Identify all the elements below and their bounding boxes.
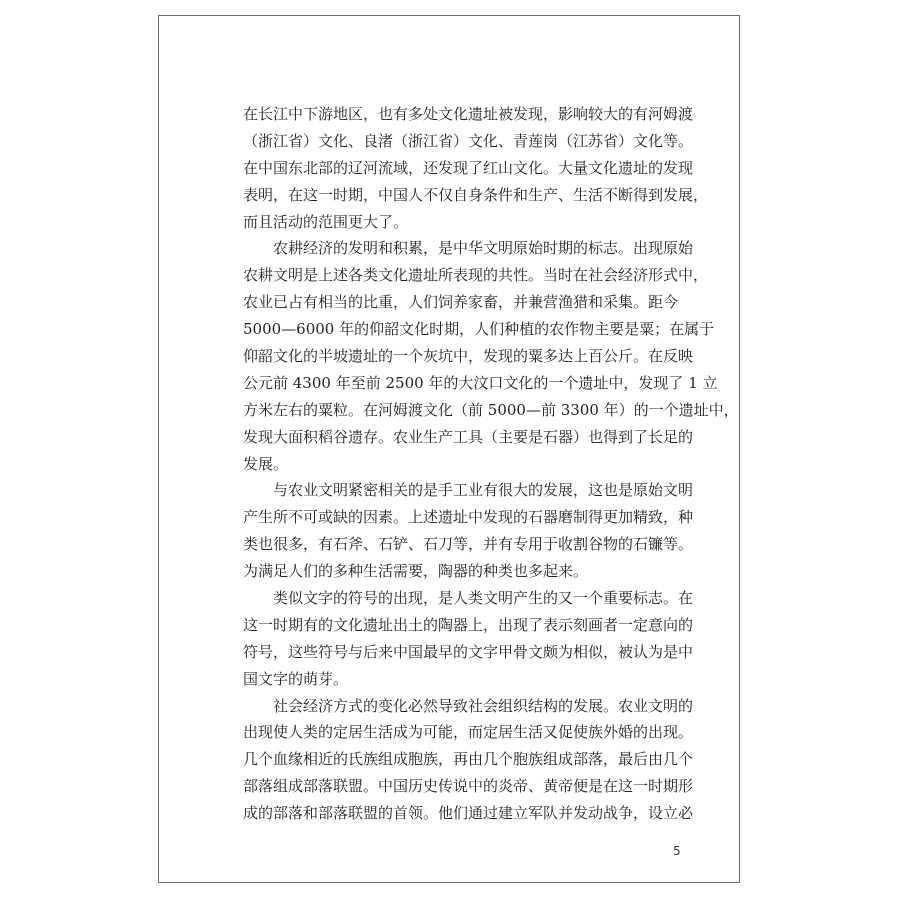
paragraph-5 xyxy=(243,693,694,827)
text-line: 符号，这些符号与后来中国最早的文字甲骨文颇为相似，被认为是中 xyxy=(243,642,694,661)
page-number: 5 xyxy=(673,844,681,858)
text-line: 农耕经济的发明和积累，是中华文明原始时期的标志。出现原始 xyxy=(273,239,694,258)
text-line: 为满足人们的多种生活需要，陶器的种类也多起来。 xyxy=(243,562,589,581)
text-line: 发展。 xyxy=(243,454,289,473)
text-line: 这一时期有的文化遗址出土的陶器上，出现了表示刻画者一定意向的 xyxy=(243,615,694,634)
text-line: 部落组成部落联盟。中国历史传说中的炎帝、黄帝便是在这一时期形 xyxy=(243,777,694,796)
text-line: 方米左右的粟粒。在河姆渡文化（前 5000—前 3300 年）的一个遗址中， xyxy=(243,400,739,419)
text-line: 产生所不可或缺的因素。上述遗址中发现的石器磨制得更加精致，种 xyxy=(243,508,694,527)
text-line: 5000—6000 年的仰韶文化时期，人们种植的农作物主要是粟；在属于 xyxy=(243,320,715,339)
text-line: 农业已占有相当的比重，人们饲养家畜，并兼营渔猎和采集。距今 xyxy=(243,293,679,312)
text-line: （浙江省）文化、良渚（浙江省）文化、青莲岗（江苏省）文化等。 xyxy=(243,131,694,150)
book-page xyxy=(158,15,740,883)
text-line: 与农业文明紧密相关的是手工业有很大的发展，这也是原始文明 xyxy=(273,481,694,500)
text-line: 发现大面积稻谷遗存。农业生产工具（主要是石器）也得到了长足的 xyxy=(243,427,694,446)
text-line: 出现使人类的定居生活成为可能，而定居生活又促使族外婚的出现。 xyxy=(243,723,694,742)
text-line: 社会经济方式的变化必然导致社会组织结构的发展。农业文明的 xyxy=(273,696,694,715)
text-line: 仰韶文化的半坡遗址的一个灰坑中，发现的粟多达上百公斤。在反映 xyxy=(243,347,694,366)
text-line: 类也很多，有石斧、石铲、石刀等，并有专用于收割谷物的石镰等。 xyxy=(243,535,694,554)
text-line: 在长江中下游地区，也有多处文化遗址被发现，影响较大的有河姆渡 xyxy=(243,105,694,123)
paragraph-4 xyxy=(243,585,694,693)
text-line: 类似文字的符号的出现，是人类文明产生的又一个重要标志。在 xyxy=(273,589,694,608)
text-line: 几个血缘相近的氏族组成胞族，再由几个胞族组成部落，最后由几个 xyxy=(243,750,694,769)
text-line: 成的部落和部落联盟的首领。他们通过建立军队并发动战争，设立必 xyxy=(243,804,694,823)
text-line: 表明，在这一时期，中国人不仅自身条件和生产、生活不断得到发展， xyxy=(243,185,709,204)
paragraph-2 xyxy=(243,235,739,477)
page-body xyxy=(243,101,739,827)
paragraph-3 xyxy=(243,477,694,585)
paragraph-1 xyxy=(243,101,709,235)
text-line: 在中国东北部的辽河流域，还发现了红山文化。大量文化遗址的发现 xyxy=(243,158,694,177)
text-line: 国文字的萌芽。 xyxy=(243,669,349,688)
text-line: 公元前 4300 年至前 2500 年的大汶口文化的一个遗址中，发现了 1 立 xyxy=(243,373,718,392)
text-line: 农耕文明是上述各类文化遗址所表现的共性。当时在社会经济形式中， xyxy=(243,266,709,285)
text-line: 而且活动的范围更大了。 xyxy=(243,212,409,231)
